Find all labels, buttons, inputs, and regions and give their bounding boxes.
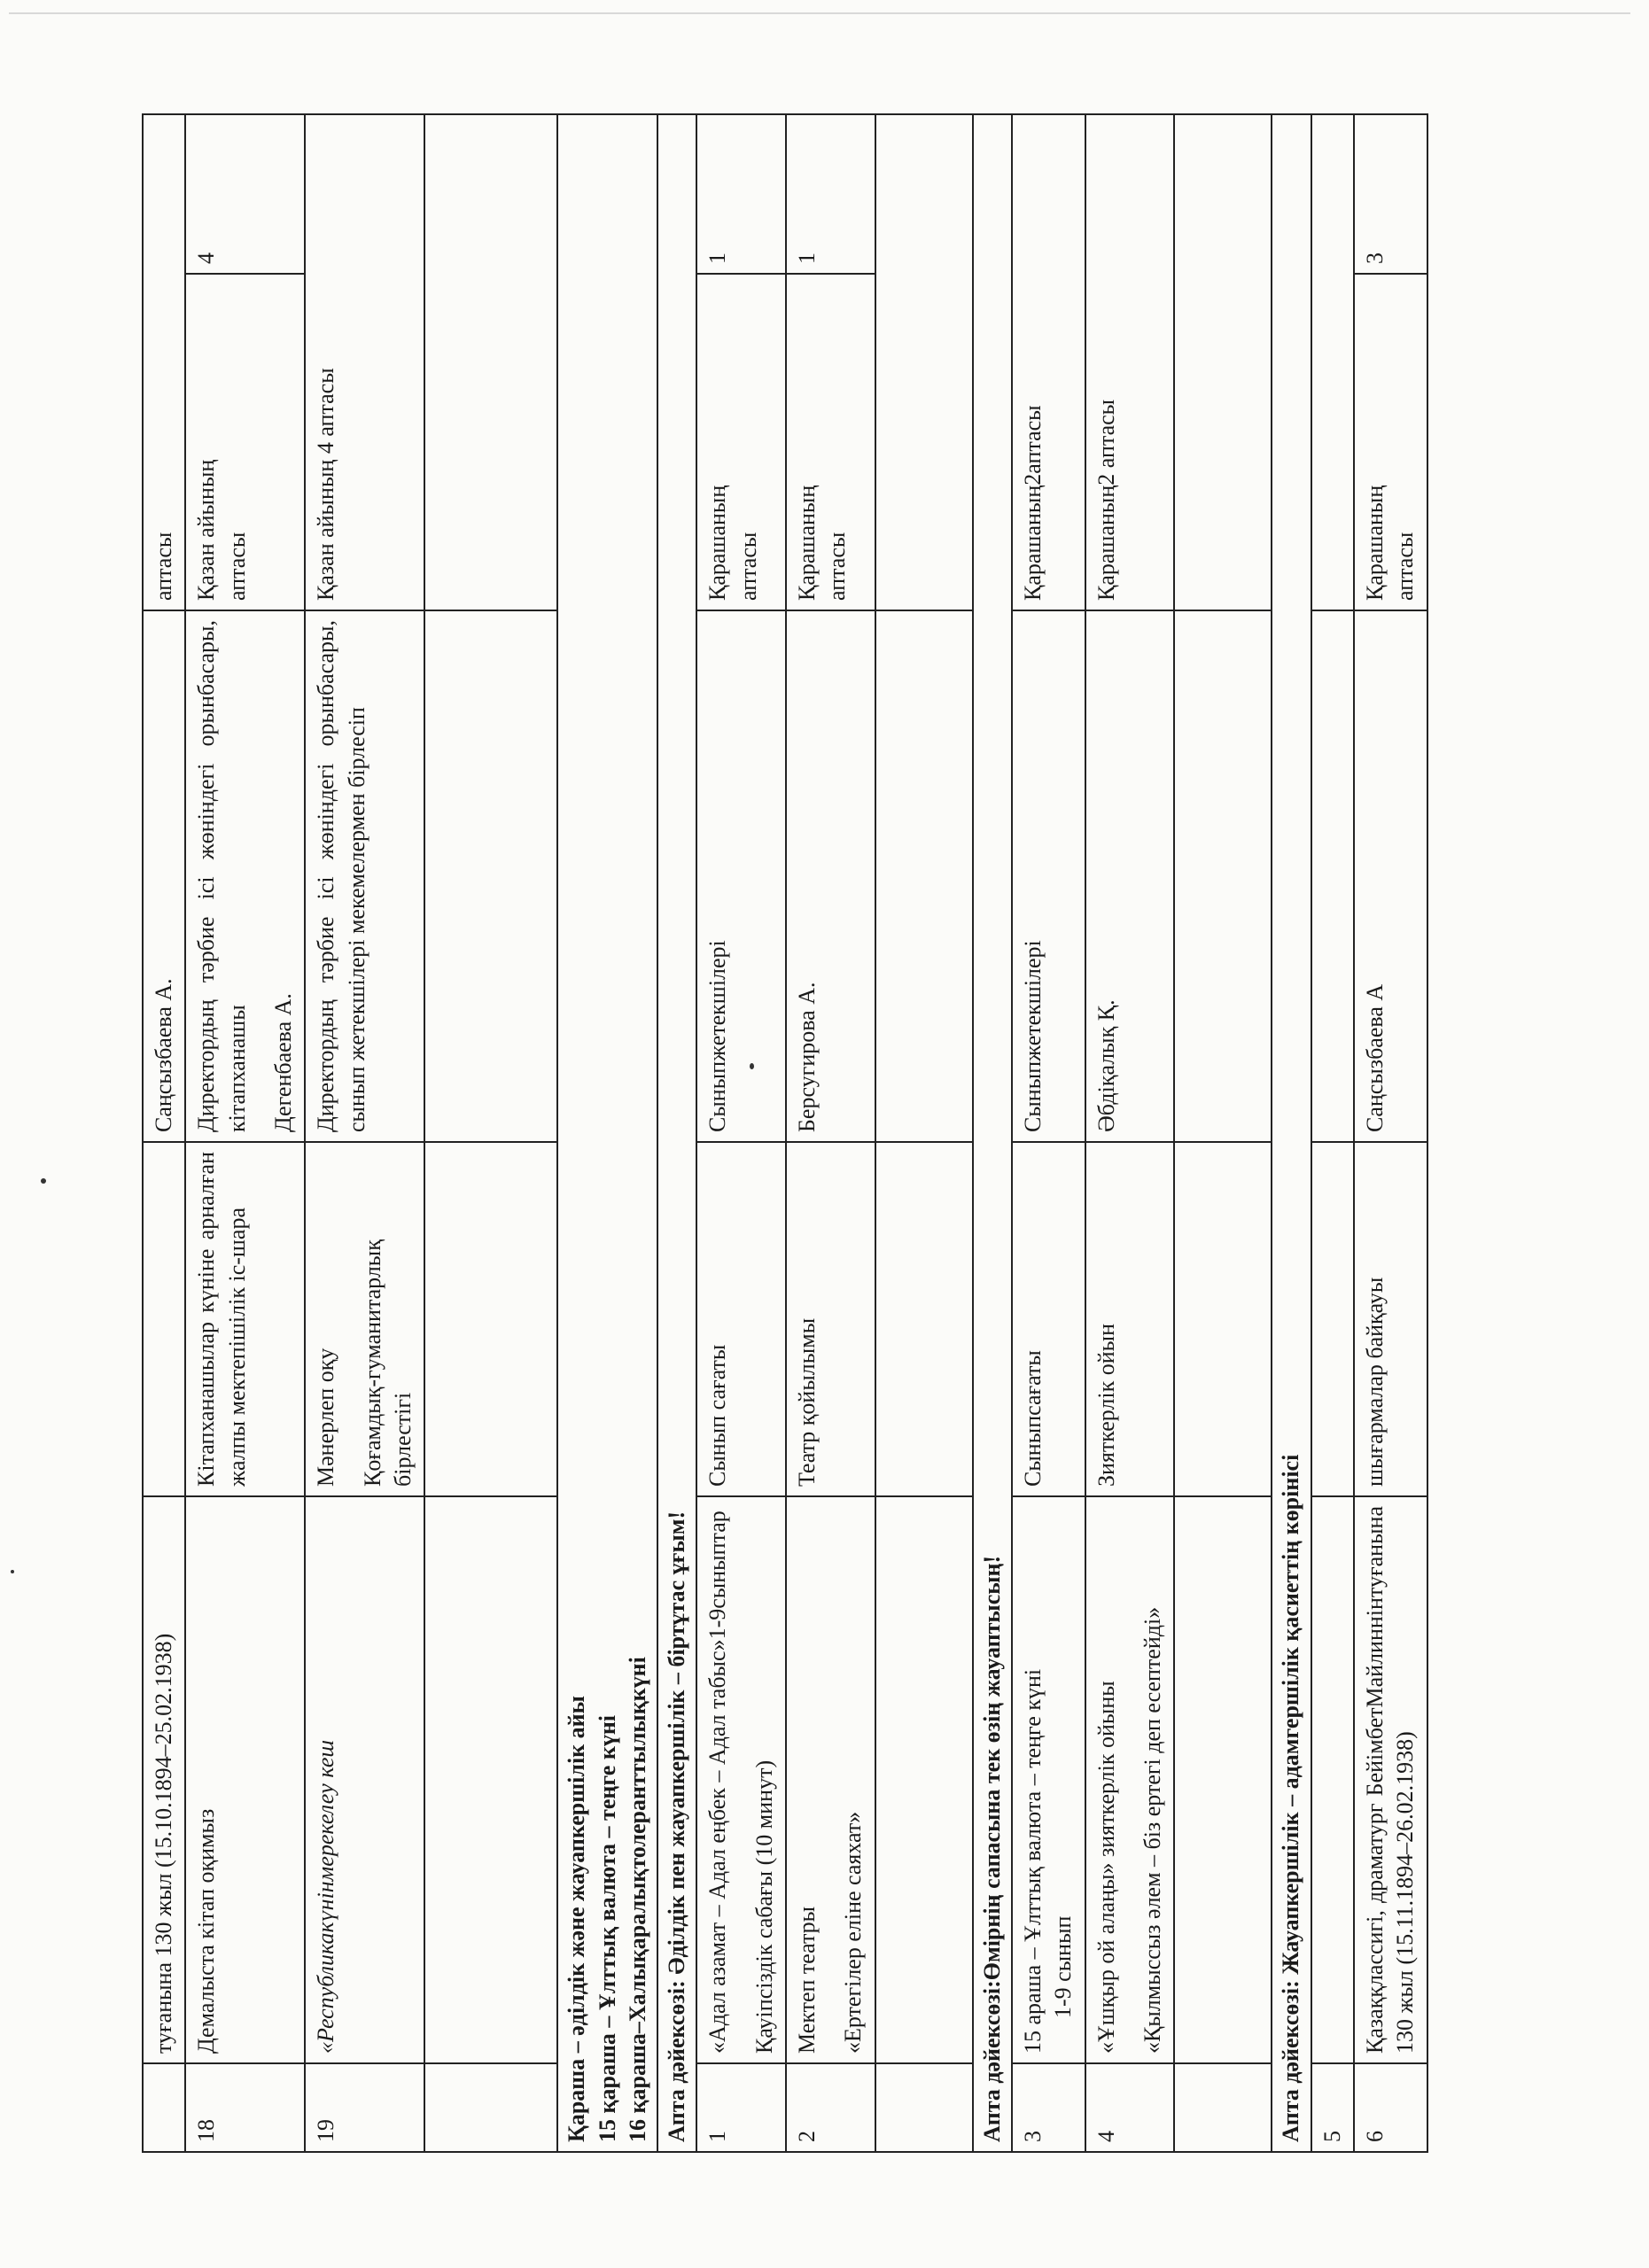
cell-event: туғанына 130 жыл (15.10.1894–25.02.1938) — [143, 1496, 185, 2063]
week-heading-row — [657, 114, 696, 2152]
cell-responsible: Сыныпжетекшілері — [696, 610, 786, 1142]
cell-event: «Республикакүнінмерекелеу кеш — [305, 1496, 424, 2063]
cell-timing — [1354, 274, 1427, 610]
timing-text: аптасы — [735, 532, 761, 601]
table-row — [1354, 114, 1427, 2152]
table-row — [1311, 114, 1354, 2152]
table-row-empty — [424, 114, 557, 2152]
cell-responsible: Саңсызбаева А. — [143, 610, 185, 1142]
table-row — [786, 114, 875, 2152]
event-text: 1-9 сынып — [1050, 1915, 1077, 2018]
cell-form: Театр қойылымы — [786, 1142, 875, 1496]
event-text: 15 араша – Ұлттық валюта – теңге күні — [1020, 1668, 1046, 2054]
timing-text: Қазан айының — [193, 459, 220, 601]
timing-text: аптасы — [1392, 532, 1419, 601]
table-row — [185, 114, 305, 2152]
cell-responsible — [185, 610, 305, 1142]
scan-speck — [11, 1570, 14, 1573]
table-row — [696, 114, 786, 2152]
cell-timing: Қарашаның2 аптасы — [1085, 114, 1175, 610]
events-plan-table — [142, 113, 1428, 2153]
month-heading-row — [557, 114, 657, 2152]
cell-event — [1085, 1496, 1175, 2063]
cell-timing: аптасы — [143, 114, 185, 610]
cell-week: 1 — [696, 114, 786, 274]
cell-form — [305, 1142, 424, 1496]
cell-num: 18 — [185, 2063, 305, 2152]
form-text: Мәнерлеп оқу — [313, 1348, 339, 1487]
cell-timing: Қарашаның2аптасы — [1012, 114, 1085, 610]
cell-num: 2 — [786, 2063, 875, 2152]
table-row — [305, 114, 424, 2152]
cell-event — [696, 1496, 786, 2063]
cell-num: 3 — [1012, 2063, 1085, 2152]
cell-num: 1 — [696, 2063, 786, 2152]
month-line: 15 қараша – Ұлттық валюта – теңге күні — [594, 1714, 620, 2142]
month-title: Қараша – әділдік және жауапкершілік айы — [564, 1696, 590, 2142]
cell-timing — [696, 274, 786, 610]
cell-responsible: Берсугирова А. — [786, 610, 875, 1142]
cell-timing — [185, 274, 305, 610]
cell-responsible: Сыныпжетекшілері — [1012, 610, 1085, 1142]
table-row-empty — [1174, 114, 1272, 2152]
table-row — [1085, 114, 1175, 2152]
cell-event: Қазаққлассигі, драматург БейімбетМайлиннінтуғанына 130 жыл (15.11.1894–26.02.1938) — [1354, 1496, 1427, 2063]
cell-num: 6 — [1354, 2063, 1427, 2152]
scan-edge-line — [9, 12, 1630, 14]
timing-text: аптасы — [824, 532, 851, 601]
cell-form — [143, 1142, 185, 1496]
cell-num: 19 — [305, 2063, 424, 2152]
event-text: «Адал азамат – Адал еңбек – Адал табыс»1-9сыныптар — [704, 1511, 731, 2054]
month-line: 16 қараша–Халықаралықтолеранттылықкүні — [624, 1657, 650, 2142]
timing-text: аптасы — [223, 532, 250, 601]
week-heading-row — [1272, 114, 1311, 2152]
timing-text: Қарашаның — [1361, 485, 1388, 601]
cell-responsible: Саңсызбаева А — [1354, 610, 1427, 1142]
week-quote-heading: Апта дәйексөзі: Жауапкершілік – адамгершілік қасиеттің көрінісі — [1272, 114, 1311, 2152]
timing-text: Қарашаның — [794, 485, 821, 601]
scan-speck — [41, 1178, 46, 1184]
cell-num: 4 — [1085, 2063, 1175, 2152]
cell-form: Зияткерлік ойын — [1085, 1142, 1175, 1496]
cell-week: 3 — [1354, 114, 1427, 274]
cell-form: Сынып сағаты — [696, 1142, 786, 1496]
form-text: Қоғамдық-гуманитарлық бірлестігі — [359, 1239, 416, 1487]
cell-form: Сыныпсағаты — [1012, 1142, 1085, 1496]
cell-event: Демалыста кітап оқимыз — [185, 1496, 305, 2063]
cell-responsible: Директордың тәрбие ісі жөніндегі орынбасары, сынып жетекшілері мекемелермен бірлесіп — [305, 610, 424, 1142]
timing-text: Қарашаның — [704, 485, 731, 601]
table-row-empty — [875, 114, 973, 2152]
event-text: «Қылмыссыз әлем – біз ертегі деп есептейді» — [1139, 1606, 1165, 2054]
week-quote-heading: Апта дәйексөзі: Әділдік пен жауапкершілік – біртұтас ұғым! — [657, 114, 696, 2152]
table-row — [1012, 114, 1085, 2152]
event-text: Мектеп театры — [794, 1906, 821, 2054]
rotated-document-page — [142, 18, 1648, 2179]
cell-event — [786, 1496, 875, 2063]
week-heading-row — [973, 114, 1012, 2152]
cell-week: 4 — [185, 114, 305, 274]
table-row — [143, 114, 185, 2152]
cell-num: 5 — [1311, 2063, 1354, 2152]
responsible-text: Директордың тәрбие ісі жөніндегі орынбасары, кітапханашы — [193, 620, 250, 1132]
cell-timing: Қазан айының 4 аптасы — [305, 114, 424, 610]
week-quote-heading: Апта дәйексөзі:Өмірнің сапасына тек өзің жауаптысың! — [973, 114, 1012, 2152]
cell-event — [1012, 1496, 1085, 2063]
event-text: «Ұшқыр ой алаңы» зияткерлік ойыны — [1093, 1681, 1119, 2054]
responsible-text: Дегенбаева А. — [269, 993, 296, 1132]
cell-week: 1 — [786, 114, 875, 274]
cell-timing — [786, 274, 875, 610]
cell-responsible: Әбдіқалық Қ. — [1085, 610, 1175, 1142]
event-text: Қауіпсіздік сабағы (10 минут) — [751, 1759, 777, 2054]
month-heading — [557, 114, 657, 2152]
cell-num — [143, 2063, 185, 2152]
event-text: «Ертегілер еліне саяхат» — [840, 1811, 867, 2054]
cell-form: Кітапханашылар күніне арналған жалпы мектепішілік іс-шара — [185, 1142, 305, 1496]
cell-form: шығармалар байқауы — [1354, 1142, 1427, 1496]
